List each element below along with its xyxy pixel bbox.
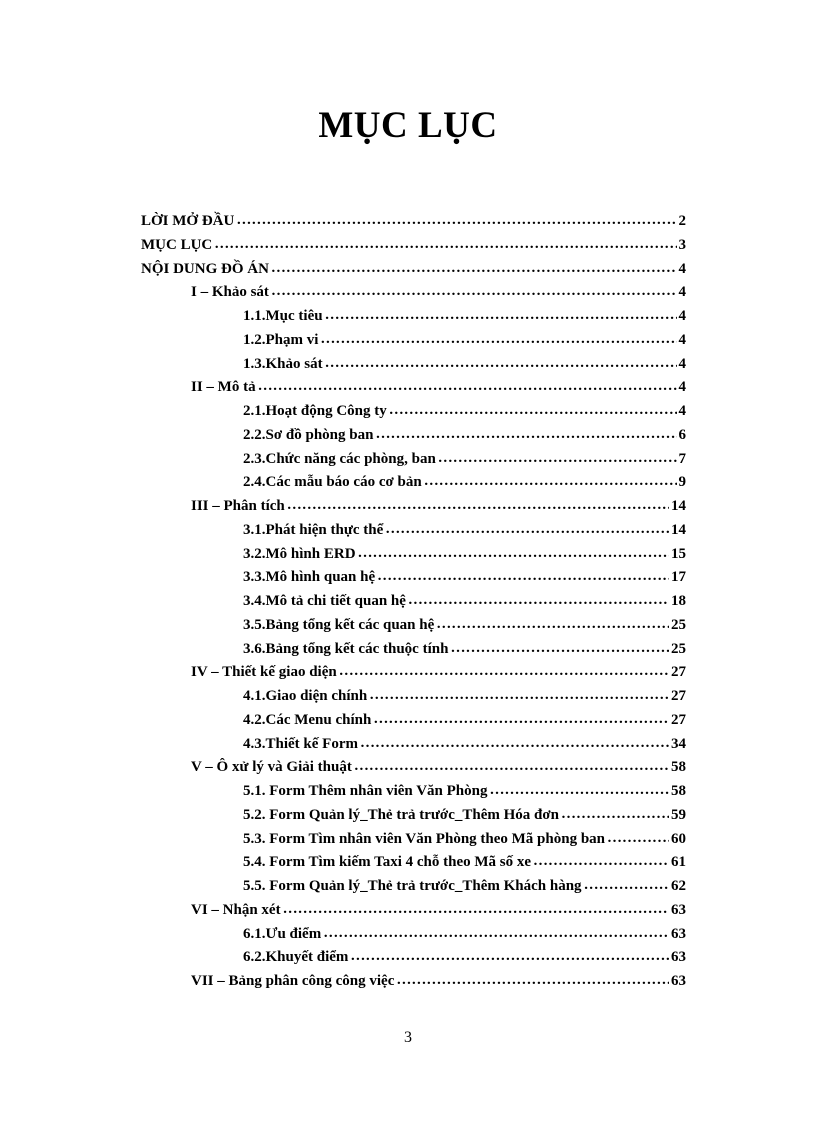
toc-entry[interactable] (141, 329, 686, 353)
toc-dot-leader (283, 898, 669, 922)
toc-dot-leader (389, 399, 677, 423)
toc-dot-leader (533, 850, 669, 874)
toc-entry-label: 1.1.Mục tiêu (243, 308, 323, 324)
toc-entry-label: 3.1.Phát hiện thực thể (243, 521, 384, 538)
toc-dot-leader (561, 803, 669, 827)
toc-entry-label: IV – Thiết kế giao diện (191, 664, 337, 681)
page-number: 3 (404, 1029, 412, 1046)
toc-entry[interactable] (141, 756, 686, 780)
toc-entry-label: 1.3.Khảo sát (243, 355, 323, 372)
toc-entry[interactable] (141, 851, 686, 875)
toc-entry-page: 34 (671, 735, 686, 752)
toc-entry[interactable] (141, 376, 686, 400)
toc-entry[interactable] (141, 305, 686, 329)
toc-entry-page: 4 (678, 403, 686, 419)
toc-entry-label: 2.3.Chức năng các phòng, ban (243, 450, 436, 467)
toc-entry[interactable] (141, 875, 686, 899)
toc-entry[interactable] (141, 899, 686, 923)
toc-entry-label: 4.3.Thiết kế Form (243, 735, 358, 752)
toc-entry[interactable] (141, 234, 686, 258)
toc-dot-leader (236, 209, 676, 233)
page-title: MỤC LỤC (318, 105, 498, 146)
toc-entry-page: 25 (671, 640, 686, 657)
toc-entry-label: 4.2.Các Menu chính (243, 711, 372, 728)
toc-entry-page: 63 (671, 973, 686, 989)
toc-entry[interactable] (141, 780, 686, 804)
toc-dot-leader (438, 447, 677, 471)
toc-entry[interactable] (141, 828, 686, 852)
toc-dot-leader (424, 470, 677, 494)
toc-entry[interactable] (141, 804, 686, 828)
toc-entry-label: 5.4. Form Tìm kiếm Taxi 4 chỗ theo Mã số xe (243, 854, 532, 871)
toc-dot-leader (396, 969, 669, 993)
toc-entry-label: 5.1. Form Thêm nhân viên Văn Phòng (243, 783, 488, 799)
toc-entry-page: 63 (671, 925, 686, 942)
toc-entry-label: 6.1.Ưu điểm (243, 925, 322, 942)
toc-dot-leader (377, 565, 669, 589)
toc-entry[interactable] (141, 519, 686, 543)
toc-entry-label: MỤC LỤC (141, 236, 213, 253)
toc-dot-leader (271, 257, 677, 281)
toc-entry-page: 17 (671, 569, 686, 586)
toc-dot-leader (354, 755, 669, 779)
toc-entry[interactable] (141, 210, 686, 234)
toc-entry-label: I – Khảo sát (191, 284, 269, 301)
toc-entry-page: 62 (671, 878, 686, 894)
toc-entry-page: 4 (678, 260, 686, 277)
toc-entry-page: 60 (671, 830, 686, 847)
toc-dot-leader (490, 779, 670, 803)
toc-entry[interactable] (141, 733, 686, 757)
toc-entry-page: 18 (671, 593, 686, 609)
toc-entry-label: 3.6.Bảng tổng kết các thuộc tính (243, 640, 449, 657)
toc-entry-page: 7 (678, 450, 686, 467)
toc-dot-leader (214, 233, 676, 257)
toc-entry-page: 58 (671, 759, 686, 776)
toc-dot-leader (436, 613, 669, 637)
toc-entry[interactable] (141, 400, 686, 424)
toc-dot-leader (350, 945, 669, 969)
toc-entry-page: 25 (671, 616, 686, 633)
toc-entry-label: 1.2.Phạm vi (243, 331, 319, 348)
toc-entry-page: 4 (678, 331, 686, 348)
toc-entry-label: VI – Nhận xét (191, 901, 281, 918)
toc-entry-page: 2 (678, 213, 686, 229)
toc-dot-leader (325, 304, 677, 328)
toc-entry-label: 6.2.Khuyết điểm (243, 949, 349, 966)
toc-entry-label: 3.5.Bảng tổng kết các quan hệ (243, 616, 435, 633)
toc-entry[interactable] (141, 281, 686, 305)
toc-entry-label: 2.1.Hoạt động Công ty (243, 403, 387, 419)
toc-dot-leader (373, 708, 669, 732)
toc-entry-label: 3.2.Mô hình ERD (243, 545, 356, 562)
toc-entry-page: 58 (671, 783, 686, 799)
toc-entry-page: 4 (678, 379, 686, 396)
toc-entry-label: 5.5. Form Quản lý_Thẻ trả trước_Thêm Khách hàng (243, 878, 582, 894)
toc-entry[interactable] (141, 685, 686, 709)
toc-entry-page: 9 (678, 474, 686, 491)
toc-entry-label: 3.4.Mô tả chi tiết quan hệ (243, 593, 406, 609)
toc-entry-page: 4 (678, 308, 686, 324)
toc-entry-page: 61 (671, 854, 686, 871)
toc-dot-leader (360, 732, 669, 756)
toc-entry-label: 4.1.Giao diện chính (243, 688, 368, 704)
toc-entry-page: 6 (678, 426, 686, 443)
toc-entry-page: 14 (671, 498, 686, 514)
toc-entry-label: NỘI DUNG ĐỒ ÁN (141, 260, 269, 277)
toc-entry[interactable] (141, 353, 686, 377)
toc-entry-page: 27 (671, 688, 686, 704)
toc-entry-page: 63 (671, 949, 686, 966)
toc-dot-leader (369, 684, 669, 708)
toc-dot-leader (258, 375, 677, 399)
table-of-contents (141, 210, 686, 994)
toc-dot-leader (323, 922, 669, 946)
toc-entry-label: III – Phân tích (191, 498, 285, 514)
toc-entry[interactable] (141, 543, 686, 567)
toc-dot-leader (358, 542, 669, 566)
toc-entry[interactable] (141, 970, 686, 994)
toc-dot-leader (375, 423, 676, 447)
toc-dot-leader (287, 494, 669, 518)
toc-entry[interactable] (141, 590, 686, 614)
toc-entry-label: 3.3.Mô hình quan hệ (243, 569, 376, 586)
toc-entry[interactable] (141, 614, 686, 638)
toc-entry-page: 15 (671, 545, 686, 562)
toc-entry[interactable] (141, 923, 686, 947)
toc-dot-leader (271, 280, 677, 304)
toc-entry-label: II – Mô tả (191, 379, 256, 396)
toc-entry-page: 4 (678, 284, 686, 301)
toc-entry-page: 27 (671, 711, 686, 728)
toc-entry-label: VII – Bảng phân công công việc (191, 973, 395, 989)
toc-entry[interactable] (141, 661, 686, 685)
toc-entry-label: 5.3. Form Tìm nhân viên Văn Phòng theo Mã phòng ban (243, 830, 606, 847)
toc-entry[interactable] (141, 566, 686, 590)
toc-entry[interactable] (141, 471, 686, 495)
toc-entry-page: 14 (671, 521, 686, 538)
toc-dot-leader (325, 352, 677, 376)
toc-entry-label: LỜI MỞ ĐẦU (141, 213, 235, 229)
toc-entry[interactable] (141, 946, 686, 970)
toc-entry[interactable] (141, 448, 686, 472)
toc-entry-label: 5.2. Form Quản lý_Thẻ trả trước_Thêm Hóa đơn (243, 806, 560, 823)
toc-entry[interactable] (141, 709, 686, 733)
toc-entry[interactable] (141, 258, 686, 282)
toc-entry-page: 27 (671, 664, 686, 681)
toc-entry-label: 2.4.Các mẫu báo cáo cơ bản (243, 474, 422, 491)
toc-entry[interactable] (141, 424, 686, 448)
toc-entry-page: 59 (671, 806, 686, 823)
toc-dot-leader (607, 827, 669, 851)
toc-entry-page: 63 (671, 901, 686, 918)
toc-entry-page: 4 (678, 355, 686, 372)
toc-entry-label: 2.2.Sơ đồ phòng ban (243, 426, 374, 443)
toc-dot-leader (385, 518, 669, 542)
toc-dot-leader (408, 589, 669, 613)
toc-entry-page: 3 (678, 236, 686, 253)
toc-entry[interactable] (141, 495, 686, 519)
toc-entry-label: V – Ô xử lý và Giải thuật (191, 759, 352, 776)
toc-entry[interactable] (141, 638, 686, 662)
toc-dot-leader (584, 874, 669, 898)
toc-dot-leader (320, 328, 676, 352)
toc-dot-leader (450, 637, 669, 661)
toc-dot-leader (339, 660, 669, 684)
